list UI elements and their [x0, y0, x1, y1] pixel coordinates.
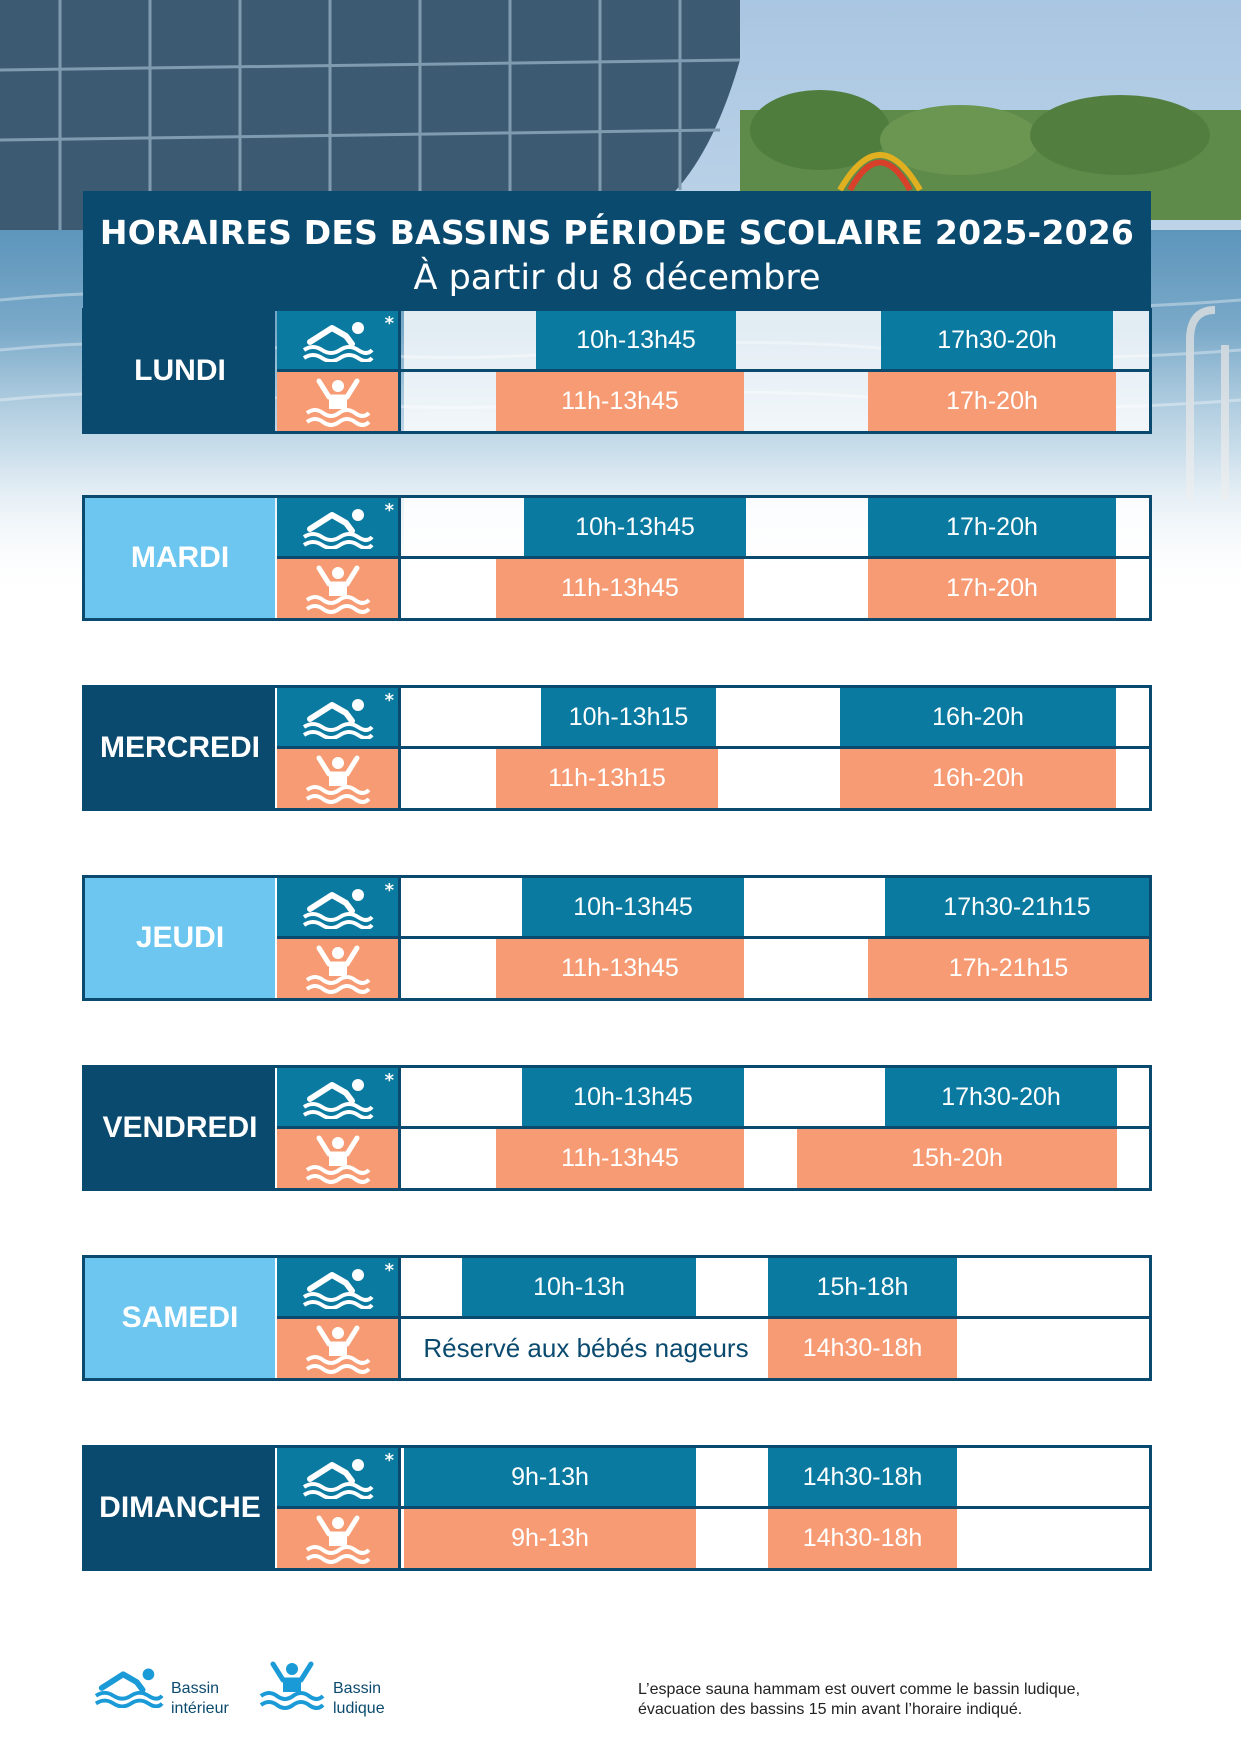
time-slot: 14h30-18h — [768, 1509, 957, 1568]
leisure-pool-row — [277, 559, 1149, 618]
star-mark: * — [384, 880, 394, 901]
day-block-dimanche — [82, 1445, 1152, 1571]
time-slot: 17h-21h15 — [868, 939, 1149, 998]
leisure-pool-row — [277, 1129, 1149, 1188]
time-slot: 15h-20h — [797, 1129, 1117, 1188]
time-slot: 16h-20h — [840, 688, 1116, 746]
footnote: L’espace sauna hammam est ouvert comme le bassin ludique, évacuation des bassins 15 min avant l’horaire indiqué. — [638, 1681, 1081, 1718]
leisure-pool-icon-cell — [277, 1319, 401, 1378]
leisure-pool-icon-cell — [277, 749, 401, 808]
leisure-pool-icon-cell — [277, 939, 401, 998]
time-slot: 10h-13h45 — [524, 498, 746, 556]
schedule-header — [83, 191, 1151, 308]
time-slots — [404, 1068, 1149, 1126]
leisure-pool-row — [277, 372, 1149, 431]
time-slots — [404, 1319, 1149, 1378]
person-waving-in-water-icon — [305, 564, 371, 614]
time-slots — [404, 1258, 1149, 1316]
day-name: MARDI — [85, 498, 275, 618]
leisure-pool-icon-cell — [277, 559, 401, 618]
leisure-pool-icon-cell — [277, 1509, 401, 1568]
person-waving-in-water-icon — [305, 377, 371, 427]
time-slot: 10h-13h45 — [536, 311, 736, 369]
leisure-pool-row — [277, 1509, 1149, 1568]
time-slots — [404, 688, 1149, 746]
reserved-note: Réservé aux bébés nageurs — [423, 1333, 749, 1363]
swimmer-icon — [302, 1455, 374, 1499]
indoor-pool-row — [277, 1258, 1149, 1319]
leisure-pool-row — [277, 749, 1149, 808]
time-slot: 15h-18h — [768, 1258, 957, 1316]
time-slot: 11h-13h45 — [496, 939, 744, 998]
indoor-pool-icon-cell — [277, 498, 401, 556]
leisure-pool-row — [277, 939, 1149, 998]
time-slot: 14h30-18h — [768, 1448, 957, 1506]
page-title: HORAIRES DES BASSINS PÉRIODE SCOLAIRE 2025-2026 — [99, 213, 1135, 252]
day-block-jeudi — [82, 875, 1152, 1001]
time-slot: 11h-13h15 — [496, 749, 718, 808]
time-slot: 17h-20h — [868, 498, 1116, 556]
swimmer-icon — [94, 1664, 164, 1708]
time-slots — [404, 559, 1149, 618]
time-slot: 17h30-20h — [881, 311, 1113, 369]
star-mark: * — [384, 500, 394, 521]
day-block-lundi — [82, 308, 1152, 434]
indoor-pool-icon-cell — [277, 1068, 401, 1126]
time-slots — [404, 1509, 1149, 1568]
person-waving-in-water-icon — [305, 1134, 371, 1184]
day-name: JEUDI — [85, 878, 275, 998]
day-name: VENDREDI — [85, 1068, 275, 1188]
star-mark: * — [384, 313, 394, 334]
time-slot: 16h-20h — [840, 749, 1116, 808]
page-subtitle: À partir du 8 décembre — [413, 258, 821, 298]
time-slots — [404, 939, 1149, 998]
person-waving-in-water-icon — [305, 944, 371, 994]
leisure-pool-icon-cell — [277, 372, 401, 431]
indoor-pool-row — [277, 1068, 1149, 1129]
time-slot: 17h30-20h — [885, 1068, 1117, 1126]
leisure-pool-icon-cell — [277, 1129, 401, 1188]
person-waving-in-water-icon — [305, 754, 371, 804]
day-block-samedi — [82, 1255, 1152, 1381]
swimmer-icon — [302, 695, 374, 739]
indoor-pool-row — [277, 498, 1149, 559]
time-slot: 17h30-21h15 — [885, 878, 1149, 936]
time-slot: 11h-13h45 — [496, 1129, 744, 1188]
swimmer-icon — [302, 505, 374, 549]
indoor-pool-icon-cell — [277, 311, 401, 369]
day-block-vendredi — [82, 1065, 1152, 1191]
day-name: DIMANCHE — [85, 1448, 275, 1568]
star-mark: * — [384, 1260, 394, 1281]
time-slots — [404, 311, 1149, 369]
indoor-pool-icon-cell — [277, 878, 401, 936]
time-slots — [404, 1448, 1149, 1506]
swimmer-icon — [302, 1075, 374, 1119]
indoor-pool-icon-cell — [277, 1258, 401, 1316]
indoor-pool-row — [277, 878, 1149, 939]
person-waving-in-water-icon — [305, 1324, 371, 1374]
time-slot: 10h-13h — [462, 1258, 696, 1316]
star-mark: * — [384, 690, 394, 711]
time-slots — [404, 878, 1149, 936]
indoor-pool-row — [277, 1448, 1149, 1509]
time-slot: 17h-20h — [868, 559, 1116, 618]
time-slot: 9h-13h — [404, 1509, 696, 1568]
time-slot: 14h30-18h — [768, 1319, 957, 1378]
time-slots — [404, 749, 1149, 808]
time-slot: 11h-13h45 — [496, 372, 744, 431]
star-mark: * — [384, 1070, 394, 1091]
indoor-pool-icon-cell — [277, 1448, 401, 1506]
legend-indoor-label: Bassin intérieur — [171, 1680, 229, 1717]
time-slot: 10h-13h45 — [522, 878, 744, 936]
day-name: SAMEDI — [85, 1258, 275, 1378]
indoor-pool-icon-cell — [277, 688, 401, 746]
person-waving-in-water-icon — [305, 1514, 371, 1564]
time-slot: 9h-13h — [404, 1448, 696, 1506]
day-name: LUNDI — [85, 311, 275, 431]
day-block-mardi — [82, 495, 1152, 621]
indoor-pool-row — [277, 688, 1149, 749]
time-slots — [404, 372, 1149, 431]
person-waving-in-water-icon — [259, 1660, 325, 1710]
time-slot: 10h-13h15 — [541, 688, 716, 746]
swimmer-icon — [302, 885, 374, 929]
time-slots — [404, 498, 1149, 556]
time-slots — [404, 1129, 1149, 1188]
swimmer-icon — [302, 1265, 374, 1309]
day-block-mercredi — [82, 685, 1152, 811]
time-slot: 11h-13h45 — [496, 559, 744, 618]
time-slot: 17h-20h — [868, 372, 1116, 431]
legend-leisure-label: Bassin ludique — [333, 1680, 385, 1717]
time-slot: 10h-13h45 — [522, 1068, 744, 1126]
leisure-pool-row — [277, 1319, 1149, 1378]
indoor-pool-row — [277, 311, 1149, 372]
star-mark: * — [384, 1450, 394, 1471]
swimmer-icon — [302, 318, 374, 362]
day-name: MERCREDI — [85, 688, 275, 808]
